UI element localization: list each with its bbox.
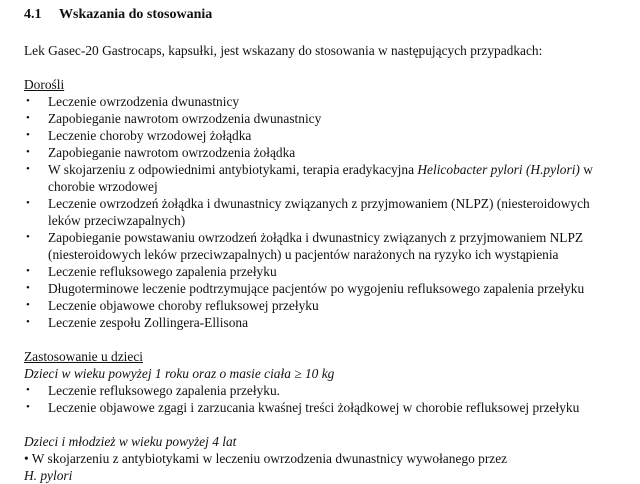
- bullet-glyph: •: [26, 95, 30, 107]
- adults-subheading: Dorośli: [24, 77, 65, 92]
- age-group-1-label: Dzieci w wieku powyżej 1 roku oraz o masie ciała ≥ 10 kg: [24, 366, 335, 381]
- list-item: [24, 382, 624, 399]
- list-item: [24, 229, 624, 263]
- section-title: Wskazania do stosowania: [59, 7, 213, 22]
- list-item: [24, 280, 624, 297]
- bullet-glyph: •: [26, 384, 30, 396]
- bullet-glyph: •: [26, 299, 30, 311]
- list-item: [24, 127, 624, 144]
- age-group-2-label: Dzieci i młodzież w wieku powyżej 4 lat: [24, 434, 237, 449]
- bullet-glyph: •: [26, 265, 30, 277]
- list-item-text: Długoterminowe leczenie podtrzymujące pacjentów po wygojeniu refluksowego zapalenia przełyku: [48, 281, 585, 296]
- bullet-glyph: •: [26, 146, 30, 158]
- bullet-glyph: •: [26, 231, 30, 243]
- intro-paragraph: Lek Gasec-20 Gastrocaps, kapsułki, jest wskazany do stosowania w następujących przypadkach:: [24, 43, 543, 58]
- list-item: [24, 314, 624, 331]
- list-item-text: Zapobieganie nawrotom owrzodzenia dwunastnicy: [48, 111, 322, 126]
- list-item-text: Leczenie owrzodzeń żołądka i dwunastnicy związanych z przyjmowaniem (NLPZ) (niesteroidowych leków przeciwzapalnych): [48, 196, 590, 228]
- list-item: [24, 195, 624, 229]
- list-item-text-italic: Helicobacter pylori (H.pylori): [417, 162, 580, 177]
- adults-indications-list: [24, 93, 624, 331]
- final-indication-italic: H. pylori: [24, 468, 73, 483]
- final-indication-line: • W skojarzeniu z antybiotykami w leczeniu owrzodzenia dwunastnicy wywołanego przez: [24, 451, 508, 466]
- bullet-glyph: •: [26, 163, 30, 175]
- children-indications-list: [24, 382, 624, 416]
- list-item: [24, 93, 624, 110]
- list-item-text: Leczenie owrzodzenia dwunastnicy: [48, 94, 240, 109]
- bullet-glyph: •: [26, 129, 30, 141]
- list-item-text: Zapobieganie nawrotom owrzodzenia żołądka: [48, 145, 296, 160]
- spacer: [24, 331, 624, 348]
- list-item-text: Leczenie objawowe choroby refluksowej przełyku: [48, 298, 319, 313]
- list-item: [24, 110, 624, 127]
- list-item-text: Leczenie refluksowego zapalenia przełyku.: [48, 383, 280, 398]
- document-page: [24, 6, 624, 484]
- bullet-glyph: •: [26, 112, 30, 124]
- list-item-text: Leczenie refluksowego zapalenia przełyku: [48, 264, 277, 279]
- list-item-text: Leczenie zespołu Zollingera-Ellisona: [48, 315, 249, 330]
- list-item-text-part: w chorobie wrzodowej: [48, 162, 593, 194]
- list-item: [24, 297, 624, 314]
- list-item-text: Zapobieganie powstawaniu owrzodzeń żołądka i dwunastnicy związanych z przyjmowaniem NLPZ (niesteroidowych leków przeciwzapalnych) u pacjentów narażonych na ryzyko ich wystąpienia: [48, 230, 584, 262]
- bullet-glyph: •: [26, 282, 30, 294]
- bullet-glyph: •: [26, 316, 30, 328]
- list-item-text-part: W skojarzeniu z odpowiednimi antybiotykami, terapia eradykacyjna: [48, 162, 418, 177]
- list-item: [24, 399, 624, 416]
- list-item-text: Leczenie objawowe zgagi i zarzucania kwaśnej treści żołądkowej w chorobie refluksowej przełyku: [48, 400, 580, 415]
- list-item-text: Leczenie choroby wrzodowej żołądka: [48, 128, 252, 143]
- children-subheading: Zastosowanie u dzieci: [24, 349, 143, 364]
- bullet-glyph: •: [26, 197, 30, 209]
- section-heading: [24, 6, 624, 24]
- bullet-glyph: •: [26, 401, 30, 413]
- list-item: [24, 161, 624, 195]
- list-item: [24, 144, 624, 161]
- spacer: [24, 416, 624, 433]
- section-number: 4.1: [24, 7, 42, 22]
- list-item: [24, 263, 624, 280]
- list-item-text: [48, 162, 593, 194]
